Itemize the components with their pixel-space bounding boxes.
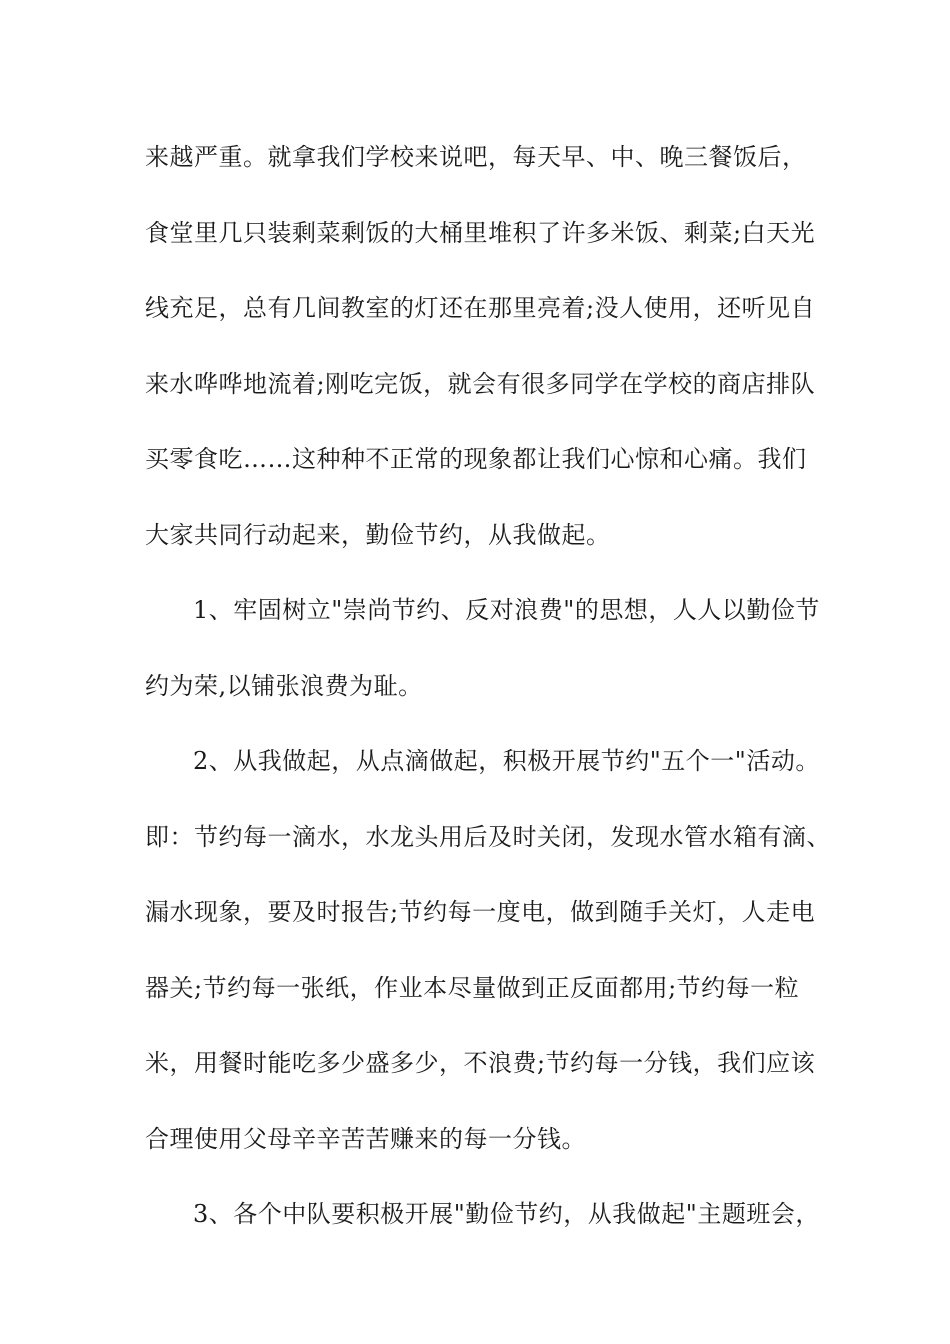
text-line: 器关;节约每一张纸，作业本尽量做到正反面都用;节约每一粒 (145, 973, 800, 1002)
text-line: 即：节约每一滴水，水龙头用后及时关闭，发现水管水箱有滴、 (145, 822, 831, 851)
text-line: 来越严重。就拿我们学校来说吧，每天早、中、晚三餐饭后， (145, 143, 807, 171)
list-item-3-line: 3、各个中队要积极开展"勤俭节约，从我做起"主题班会， (193, 1200, 820, 1228)
text-line: 买零食吃……这种种不正常的现象都让我们心惊和心痛。我们 (145, 445, 807, 473)
text-line: 约为荣,以铺张浪费为耻。 (145, 671, 423, 700)
text-line: 大家共同行动起来，勤俭节约，从我做起。 (145, 520, 611, 549)
text-line: 合理使用父母辛辛苦苦赚来的每一分钱。 (145, 1124, 586, 1153)
list-item-2-line: 2、从我做起，从点滴做起，积极开展节约"五个一"活动。 (193, 747, 820, 775)
text-line: 线充足，总有几间教室的灯还在那里亮着;没人使用，还听见自 (145, 294, 816, 322)
list-item-1-line: 1、牢固树立"崇尚节约、反对浪费"的思想，人人以勤俭节 (193, 596, 820, 624)
document-body (145, 133, 831, 1266)
text-line: 食堂里几只装剩菜剩饭的大桶里堆积了许多米饭、剩菜;白天光 (145, 218, 816, 247)
text-line: 漏水现象，要及时报告;节约每一度电，做到随手关灯，人走电 (145, 898, 816, 926)
text-line: 米，用餐时能吃多少盛多少，不浪费;节约每一分钱，我们应该 (145, 1049, 816, 1077)
text-line: 来水哗哗地流着;刚吃完饭，就会有很多同学在学校的商店排队 (145, 369, 816, 398)
